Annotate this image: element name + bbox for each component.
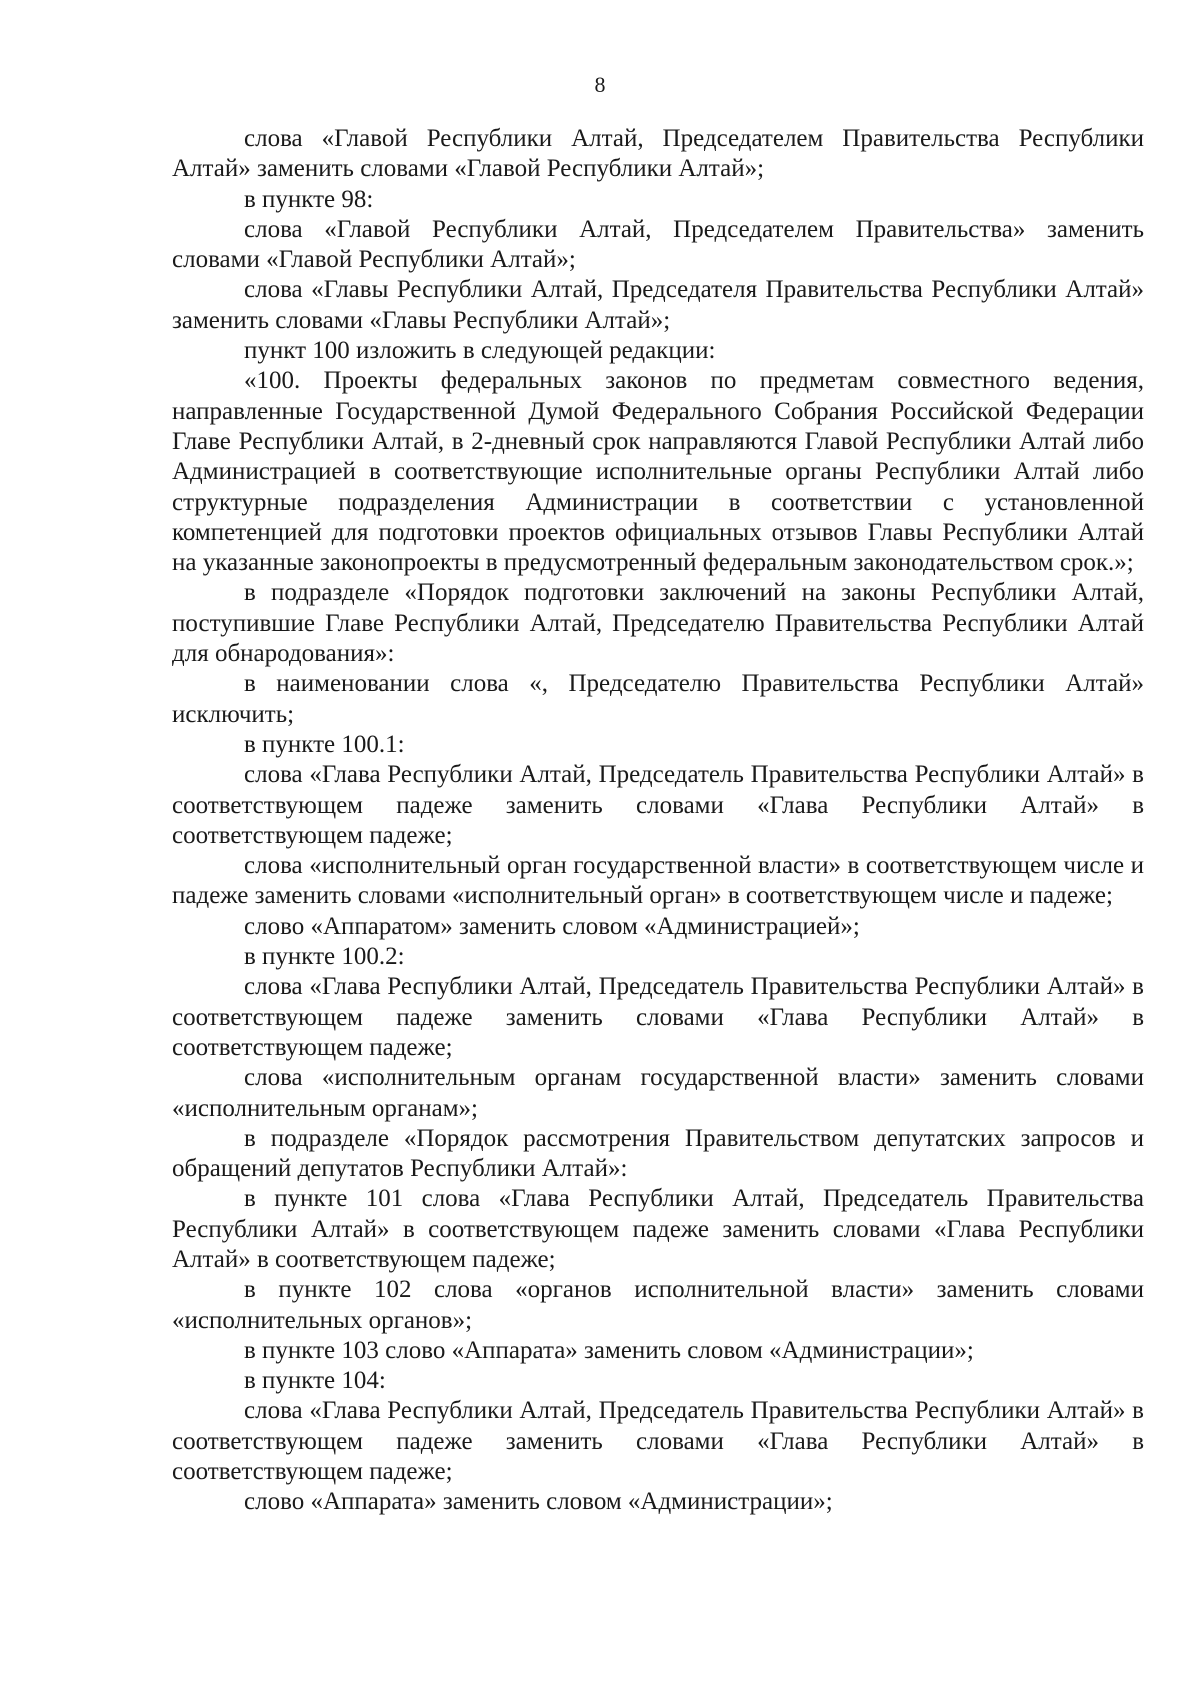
paragraph: слова «Главы Республики Алтай, Председателя Правительства Республики Алтай» заменить словами «Главы Республики Алтай»; — [172, 276, 1144, 334]
paragraph: в подразделе «Порядок рассмотрения Правительством депутатских запросов и обращений депутатов Республики Алтай»: — [172, 1124, 1144, 1183]
paragraph: слово «Аппаратом» заменить словом «Администрацией»; — [244, 912, 860, 940]
paragraph: слова «Глава Республики Алтай, Председатель Правительства Республики Алтай» в соответствующем падеже заменить словами «Глава Республики Алтай» в соответствующем падеже; — [172, 973, 1144, 1061]
paragraph: пункт 100 изложить в следующей редакции: — [244, 337, 716, 365]
paragraph: слова «Главой Республики Алтай, Председателем Правительства» заменить словами «Главой Республики Алтай»; — [172, 215, 1144, 274]
paragraph: слова «исполнительный орган государственной власти» в соответствующем числе и падеже заменить словами «исполнительный орган» в соответствующем числе и падеже; — [172, 852, 1144, 910]
paragraph: в наименовании слова «, Председателю Правительства Республики Алтай» исключить; — [172, 670, 1144, 728]
paragraph: в пункте 100.2: — [244, 943, 405, 971]
paragraph: «100. Проекты федеральных законов по предметам совместного ведения, направленные Государственной Думой Федерального Собрания Российской Федерации Главе Республики Алтай, в 2-дневный срок направляются Главой Республики Алтай либо Администрацией в соответствующие исполнительные органы Республики Алтай либо структурные подразделения Администрации в соответствии с установленной компетенцией для подготовки проектов официальных отзывов Главы Республики Алтай на указанные законопроекты в предусмотренный федеральным законодательством срок.»; — [172, 367, 1144, 577]
paragraph: в пункте 100.1: — [244, 730, 405, 758]
paragraph: в пункте 98: — [244, 185, 374, 213]
paragraph: слова «Главой Республики Алтай, Председателем Правительства Республики Алтай» заменить словами «Главой Республики Алтай»; — [172, 125, 1144, 183]
paragraph: слова «Глава Республики Алтай, Председатель Правительства Республики Алтай» в соответствующем падеже заменить словами «Глава Республики Алтай» в соответствующем падеже; — [172, 761, 1144, 849]
paragraph: слова «Глава Республики Алтай, Председатель Правительства Республики Алтай» в соответствующем падеже заменить словами «Глава Республики Алтай» в соответствующем падеже; — [172, 1397, 1144, 1486]
paragraph: слова «исполнительным органам государственной власти» заменить словами «исполнительным органам»; — [172, 1064, 1144, 1122]
paragraph: в пункте 102 слова «органов исполнительной власти» заменить словами «исполнительных органов»; — [172, 1276, 1144, 1334]
paragraph: в пункте 104: — [244, 1367, 386, 1395]
paragraph: в подразделе «Порядок подготовки заключений на законы Республики Алтай, поступившие Главе Республики Алтай, Председателю Правительства Республики Алтай для обнародования»: — [172, 579, 1144, 668]
page-number: 8 — [594, 72, 606, 97]
paragraph: слово «Аппарата» заменить словом «Администрации»; — [244, 1488, 833, 1516]
document-body — [172, 124, 1144, 1518]
paragraph: в пункте 103 слово «Аппарата» заменить словом «Администрации»; — [244, 1336, 974, 1364]
paragraph: в пункте 101 слова «Глава Республики Алтай, Председатель Правительства Республики Алтай» в соответствующем падеже заменить словами «Глава Республики Алтай» в соответствующем падеже; — [172, 1185, 1144, 1273]
